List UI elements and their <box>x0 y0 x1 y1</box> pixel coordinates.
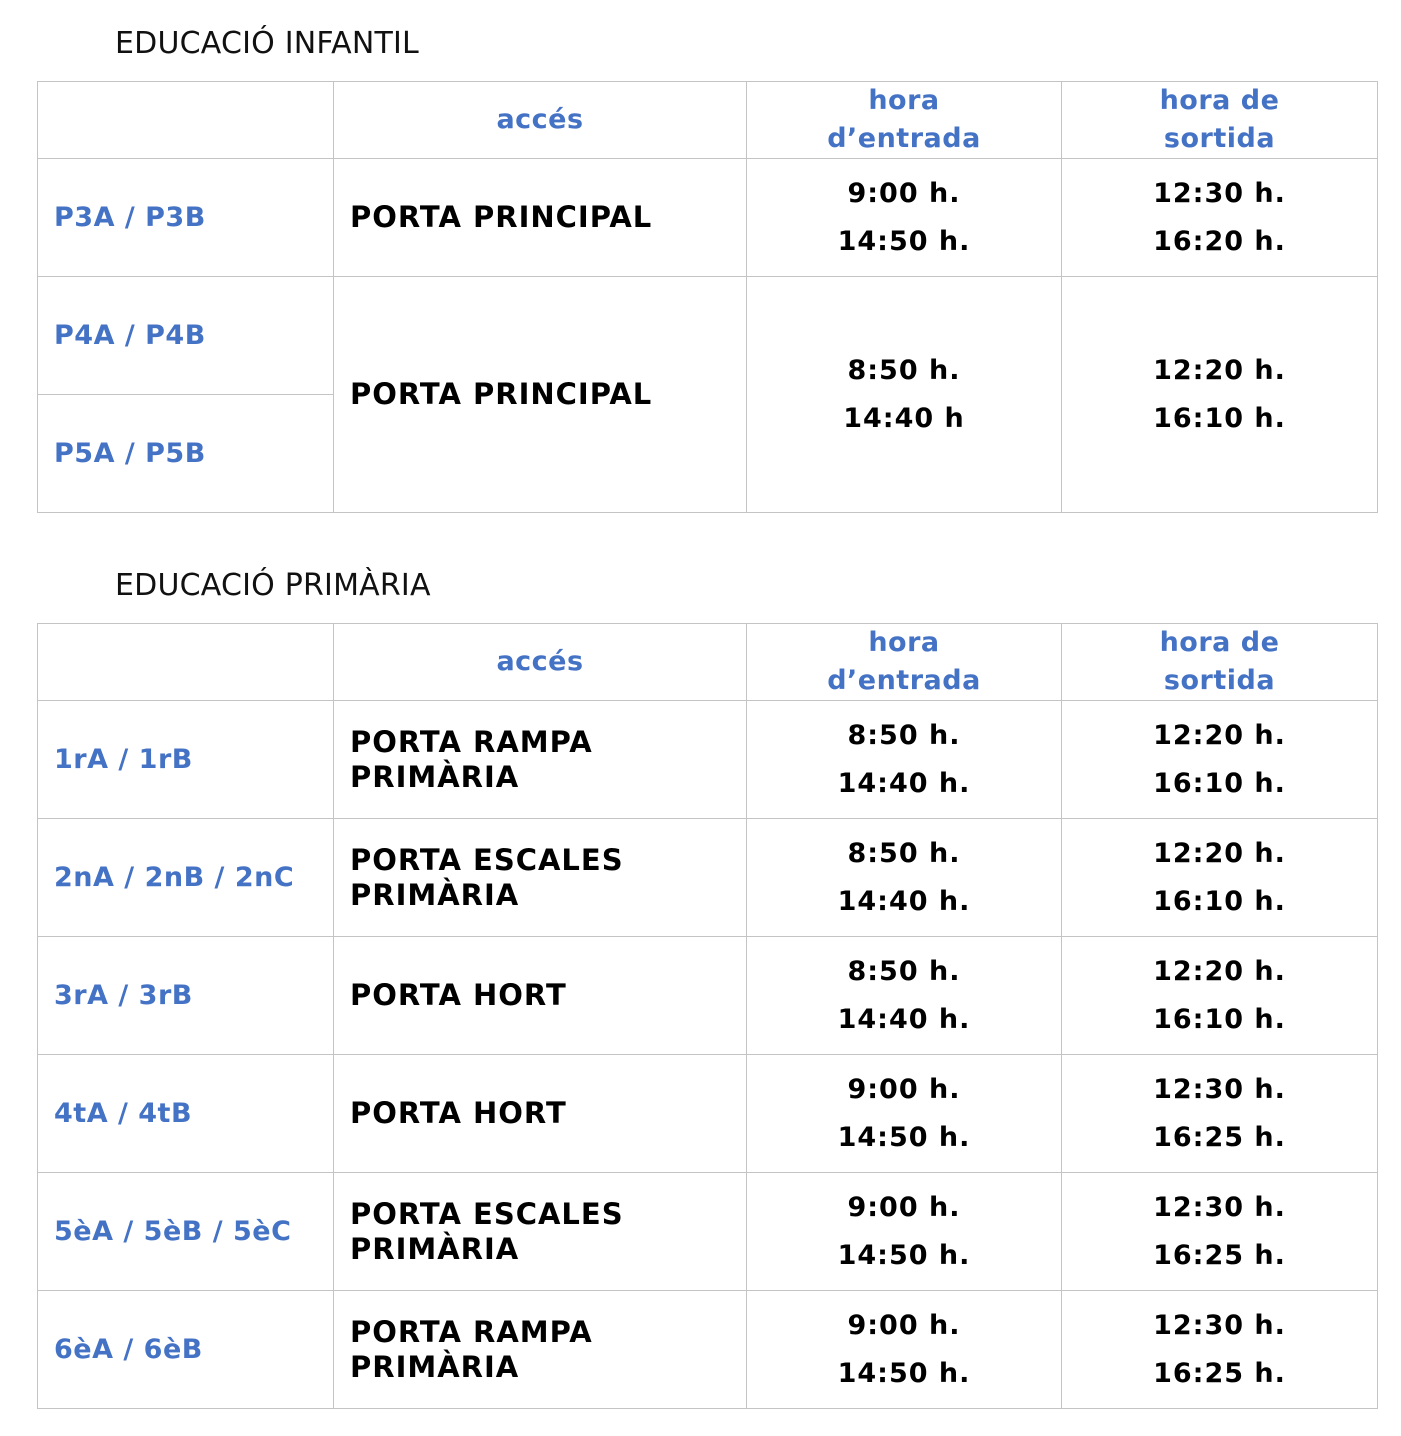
table-row <box>38 1055 1378 1173</box>
entry-morning: 8:50 h. <box>847 837 961 869</box>
entry-times <box>747 701 1062 819</box>
header-entry-time <box>747 624 1062 701</box>
table-row <box>38 1291 1378 1409</box>
group-label: 6èA / 6èB <box>38 1291 334 1409</box>
exit-morning: 12:20 h. <box>1153 955 1286 987</box>
access-line1: PORTA HORT <box>350 1096 567 1130</box>
access-line1: PORTA RAMPA <box>350 724 593 759</box>
exit-afternoon: 16:10 h. <box>1153 1003 1286 1035</box>
header-entry-time <box>747 82 1062 159</box>
entry-afternoon: 14:50 h. <box>837 1357 971 1389</box>
header-access: accés <box>334 624 747 701</box>
entry-morning: 9:00 h. <box>847 1309 961 1341</box>
exit-times <box>1062 701 1378 819</box>
entry-times <box>747 159 1062 277</box>
header-exit-line1: hora de <box>1159 85 1280 116</box>
entry-times <box>747 277 1062 513</box>
entry-times <box>747 1291 1062 1409</box>
header-entry-line2: d’entrada <box>827 123 981 154</box>
exit-morning: 12:30 h. <box>1153 1191 1286 1223</box>
header-entry-line1: hora <box>868 627 940 658</box>
access-point <box>334 1173 747 1291</box>
header-group-cell <box>38 624 334 701</box>
access-line1: PORTA HORT <box>350 978 567 1012</box>
access-point <box>334 937 747 1055</box>
entry-afternoon: 14:40 h <box>843 402 965 434</box>
group-label: 4tA / 4tB <box>38 1055 334 1173</box>
table-header-row <box>38 82 1378 159</box>
table-row <box>38 819 1378 937</box>
header-entry-line2: d’entrada <box>827 665 981 696</box>
group-label: P3A / P3B <box>38 159 334 277</box>
entry-times <box>747 1173 1062 1291</box>
exit-times <box>1062 1291 1378 1409</box>
exit-morning: 12:20 h. <box>1153 354 1286 386</box>
exit-morning: 12:30 h. <box>1153 177 1286 209</box>
exit-times <box>1062 159 1378 277</box>
access-point <box>334 1055 747 1173</box>
entry-morning: 9:00 h. <box>847 1191 961 1223</box>
exit-morning: 12:30 h. <box>1153 1073 1286 1105</box>
entry-afternoon: 14:50 h. <box>837 1239 971 1271</box>
exit-times <box>1062 277 1378 513</box>
group-label: 1rA / 1rB <box>38 701 334 819</box>
group-label: P5A / P5B <box>38 395 334 513</box>
access-line2: PRIMÀRIA <box>350 877 520 912</box>
group-label: 5èA / 5èB / 5èC <box>38 1173 334 1291</box>
access-line2: PRIMÀRIA <box>350 759 520 794</box>
exit-times <box>1062 819 1378 937</box>
entry-times <box>747 819 1062 937</box>
access-point: PORTA PRINCIPAL <box>334 159 747 277</box>
access-point: PORTA PRINCIPAL <box>334 277 747 513</box>
entry-afternoon: 14:40 h. <box>837 1003 971 1035</box>
entry-morning: 9:00 h. <box>847 1073 961 1105</box>
entry-afternoon: 14:40 h. <box>837 767 971 799</box>
section-title-primaria: EDUCACIÓ PRIMÀRIA <box>115 568 431 603</box>
exit-afternoon: 16:10 h. <box>1153 402 1286 434</box>
schedule-table-primaria <box>37 623 1378 1409</box>
header-exit-line2: sortida <box>1163 123 1276 154</box>
exit-morning: 12:20 h. <box>1153 837 1286 869</box>
access-line2: PRIMÀRIA <box>350 1349 520 1384</box>
group-label: 3rA / 3rB <box>38 937 334 1055</box>
access-point <box>334 1291 747 1409</box>
access-point <box>334 819 747 937</box>
access-line1: PORTA RAMPA <box>350 1314 593 1349</box>
header-exit-line1: hora de <box>1159 627 1280 658</box>
schedule-table-infantil <box>37 81 1378 513</box>
header-exit-time <box>1062 82 1378 159</box>
entry-afternoon: 14:40 h. <box>837 885 971 917</box>
access-line2: PRIMÀRIA <box>350 1231 520 1266</box>
header-exit-line2: sortida <box>1163 665 1276 696</box>
table-row <box>38 701 1378 819</box>
entry-times <box>747 1055 1062 1173</box>
header-exit-time <box>1062 624 1378 701</box>
access-line1: PORTA ESCALES <box>350 1196 624 1231</box>
group-label: P4A / P4B <box>38 277 334 395</box>
entry-morning: 8:50 h. <box>847 354 961 386</box>
exit-afternoon: 16:10 h. <box>1153 767 1286 799</box>
table-header-row <box>38 624 1378 701</box>
entry-afternoon: 14:50 h. <box>837 1121 971 1153</box>
entry-morning: 8:50 h. <box>847 719 961 751</box>
header-group-cell <box>38 82 334 159</box>
header-entry-line1: hora <box>868 85 940 116</box>
exit-afternoon: 16:25 h. <box>1153 1239 1286 1271</box>
entry-afternoon: 14:50 h. <box>837 225 971 257</box>
access-point <box>334 701 747 819</box>
exit-times <box>1062 937 1378 1055</box>
table-row <box>38 277 1378 395</box>
table-row <box>38 159 1378 277</box>
access-line1: PORTA ESCALES <box>350 842 624 877</box>
group-label: 2nA / 2nB / 2nC <box>38 819 334 937</box>
exit-times <box>1062 1173 1378 1291</box>
exit-afternoon: 16:25 h. <box>1153 1121 1286 1153</box>
entry-times <box>747 937 1062 1055</box>
table-row <box>38 937 1378 1055</box>
exit-afternoon: 16:10 h. <box>1153 885 1286 917</box>
exit-morning: 12:20 h. <box>1153 719 1286 751</box>
exit-times <box>1062 1055 1378 1173</box>
exit-afternoon: 16:25 h. <box>1153 1357 1286 1389</box>
entry-morning: 8:50 h. <box>847 955 961 987</box>
exit-morning: 12:30 h. <box>1153 1309 1286 1341</box>
table-row <box>38 1173 1378 1291</box>
entry-morning: 9:00 h. <box>847 177 961 209</box>
header-access: accés <box>334 82 747 159</box>
section-title-infantil: EDUCACIÓ INFANTIL <box>115 26 419 61</box>
exit-afternoon: 16:20 h. <box>1153 225 1286 257</box>
